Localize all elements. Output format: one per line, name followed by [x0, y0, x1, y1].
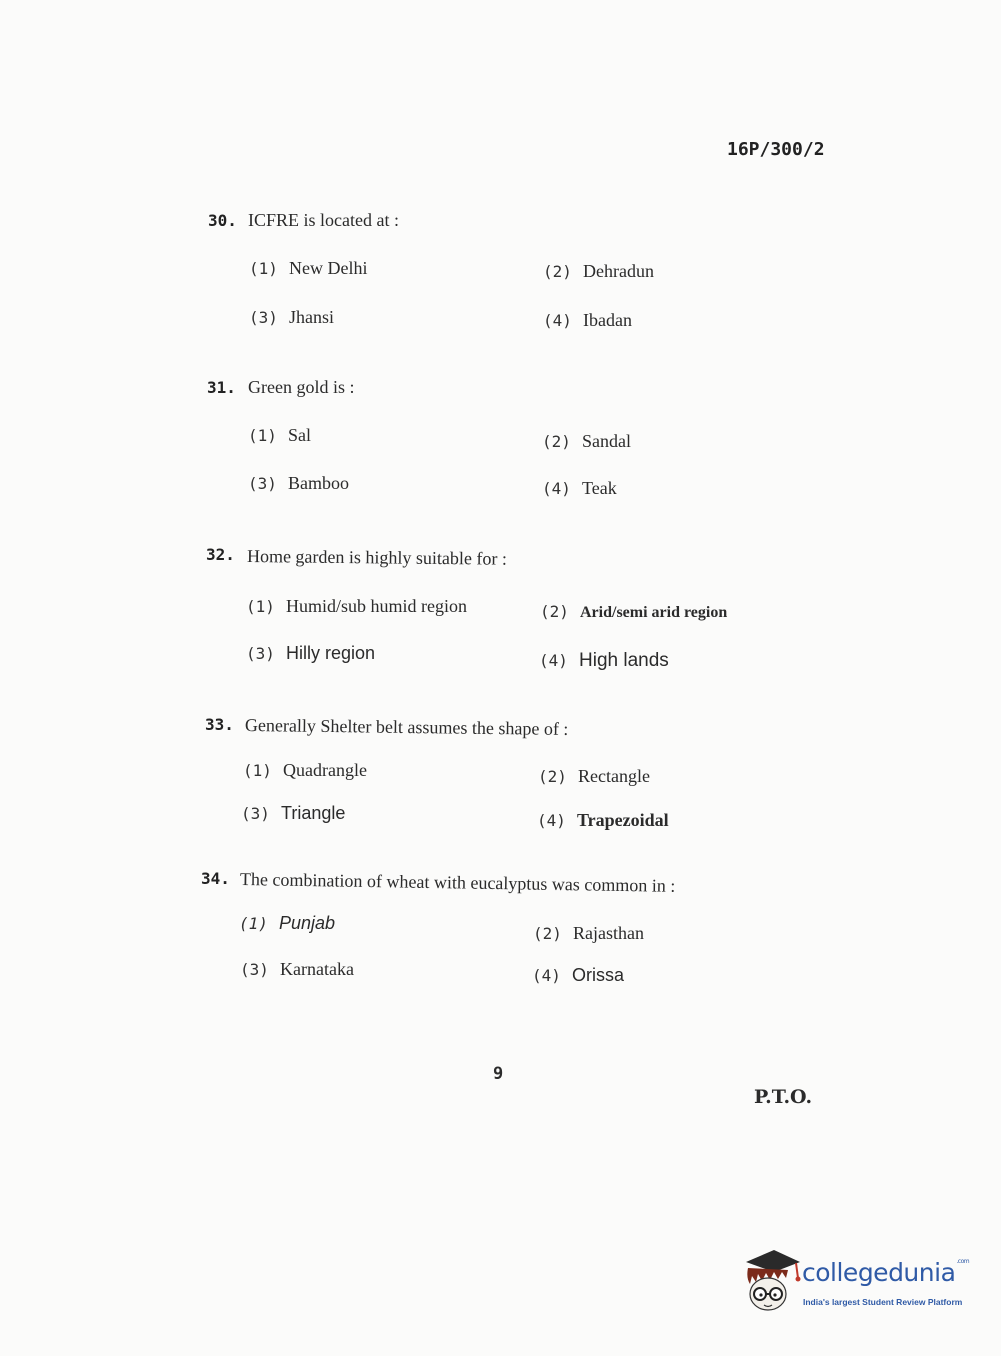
brand-suffix: .com	[956, 1258, 970, 1265]
option-number: (1)	[243, 761, 272, 780]
question-text: Generally Shelter belt assumes the shape of :	[244, 715, 569, 739]
option-number: (2)	[538, 767, 567, 786]
option-number: (1)	[239, 914, 268, 933]
pto-label: P.T.O.	[754, 1086, 813, 1108]
option-number: (1)	[248, 426, 277, 445]
brand-text: collegedunia	[802, 1258, 956, 1287]
brand-tagline: India's largest Student Review Platform	[803, 1297, 963, 1307]
option-2	[543, 261, 654, 282]
option-3	[249, 307, 334, 328]
option-text: Orissa	[572, 965, 625, 985]
option-3	[246, 643, 375, 664]
option-text: Dehradun	[583, 261, 654, 281]
page-number: 9	[493, 1064, 504, 1084]
paper-code: 16P/300/2	[727, 139, 825, 160]
option-1	[248, 425, 311, 446]
option-text: Hilly region	[286, 643, 376, 663]
option-1	[239, 913, 335, 934]
option-text: Jhansi	[289, 307, 334, 327]
option-text: Sal	[288, 425, 312, 445]
option-2	[540, 601, 727, 622]
option-text: Arid/semi arid region	[580, 604, 728, 621]
option-4	[537, 810, 669, 831]
option-text: Trapezoidal	[577, 810, 669, 830]
question-number: 33.	[205, 715, 234, 734]
option-4	[539, 650, 669, 672]
mascot-icon	[740, 1248, 802, 1314]
option-text: Humid/sub humid region	[286, 596, 467, 616]
option-2	[538, 766, 650, 787]
option-number: (4)	[539, 651, 568, 670]
question-text: The combination of wheat with eucalyptus was common in :	[239, 869, 676, 896]
option-3	[240, 959, 354, 980]
option-text: Rectangle	[578, 766, 650, 786]
option-number: (3)	[246, 644, 275, 663]
option-number: (4)	[537, 811, 566, 830]
option-1	[246, 596, 467, 617]
option-number: (3)	[241, 804, 270, 823]
question-number: 31.	[207, 378, 236, 397]
option-4	[543, 310, 632, 331]
option-2	[542, 431, 631, 452]
option-text: Ibadan	[583, 310, 632, 330]
option-text: Bamboo	[288, 473, 349, 493]
option-text: Punjab	[279, 913, 336, 933]
question-text: Green gold is :	[248, 377, 355, 397]
option-number: (3)	[240, 960, 269, 979]
option-text: New Delhi	[289, 258, 368, 278]
option-number: (3)	[248, 474, 277, 493]
option-3	[248, 473, 349, 494]
option-number: (2)	[540, 602, 569, 621]
option-4	[532, 965, 624, 986]
option-number: (1)	[249, 259, 278, 278]
option-number: (2)	[543, 262, 572, 281]
option-number: (2)	[533, 924, 562, 943]
collegedunia-logo	[740, 1248, 970, 1318]
option-number: (4)	[543, 311, 572, 330]
question-text: Home garden is highly suitable for :	[246, 546, 508, 569]
option-text: Teak	[582, 478, 617, 498]
option-4	[542, 478, 617, 499]
brand-name	[802, 1258, 969, 1287]
question-number: 32.	[206, 545, 235, 564]
option-text: Sandal	[582, 431, 631, 451]
option-text: Rajasthan	[573, 923, 644, 943]
option-number: (3)	[249, 308, 278, 327]
option-text: Quadrangle	[283, 760, 367, 780]
option-1	[243, 760, 367, 781]
option-number: (2)	[542, 432, 571, 451]
question-number: 30.	[208, 211, 237, 230]
option-2	[533, 923, 644, 944]
option-3	[241, 803, 345, 824]
option-text: High lands	[579, 650, 669, 671]
option-number: (4)	[542, 479, 571, 498]
option-number: (1)	[246, 597, 275, 616]
option-1	[249, 258, 367, 279]
question-number: 34.	[201, 869, 230, 888]
option-text: Triangle	[281, 803, 346, 823]
question-text: ICFRE is located at :	[248, 210, 399, 230]
option-number: (4)	[532, 966, 561, 985]
option-text: Karnataka	[280, 959, 354, 979]
